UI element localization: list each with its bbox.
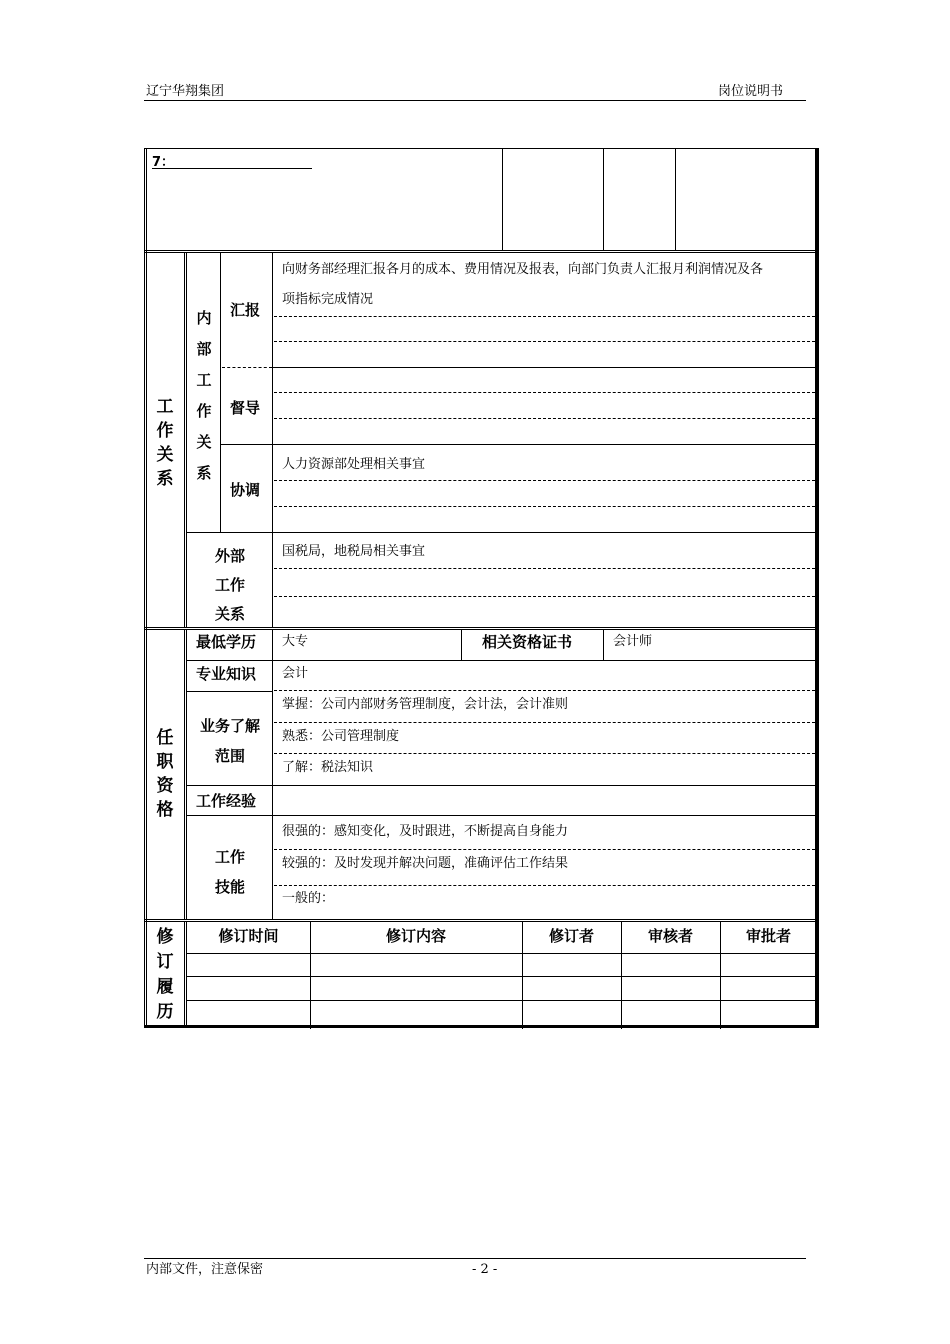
revision-col-time: 修订时间 [218, 927, 279, 945]
qualifications-char: 任 [156, 728, 174, 748]
qualifications-title [150, 726, 180, 822]
skills-line: 一般的： [282, 891, 335, 906]
internal-relations-title [190, 303, 218, 489]
certificate-value: 会计师 [613, 634, 653, 649]
skills-label [190, 842, 270, 902]
internal-char: 系 [196, 464, 212, 482]
skills-line: 较强的：及时发现并解决问题，准确评估工作结果 [282, 856, 569, 871]
external-label [190, 542, 270, 629]
revision-char: 历 [156, 1002, 174, 1022]
certificate-label: 相关资格证书 [482, 633, 573, 651]
external-text: 国税局，地税局相关事宜 [282, 544, 426, 559]
qualifications-char: 职 [156, 752, 174, 772]
internal-char: 作 [196, 402, 212, 420]
business-scope-line: 掌握：公司内部财务管理制度，会计法，会计准则 [282, 697, 569, 712]
work-relations-char: 工 [156, 397, 174, 417]
work-relations-title [150, 395, 180, 491]
business-scope-label-line: 范围 [214, 747, 245, 765]
coordinate-label: 协调 [230, 481, 261, 499]
report-line-2: 项指标完成情况 [282, 292, 374, 307]
internal-char: 部 [196, 340, 212, 358]
report-line-1: 向财务部经理汇报各月的成本、费用情况及报表，向部门负责人汇报月利润情况及各 [282, 262, 764, 277]
business-scope-label-line: 业务了解 [199, 717, 260, 735]
revision-char: 订 [156, 952, 174, 972]
work-relations-char: 作 [156, 421, 174, 441]
external-label-line: 工作 [214, 576, 245, 594]
coordinate-text: 人力资源部处理相关事宜 [282, 457, 426, 472]
experience-label: 工作经验 [196, 792, 257, 810]
skills-label-line: 工作 [214, 848, 245, 866]
table-row [186, 953, 815, 954]
skills-line: 很强的：感知变化，及时跟进，不断提高自身能力 [282, 824, 569, 839]
knowledge-label: 专业知识 [196, 665, 257, 683]
business-scope-line: 了解：税法知识 [282, 760, 374, 775]
revision-col-content: 修订内容 [385, 927, 446, 945]
work-relations-char: 关 [156, 445, 174, 465]
header-doc-type: 岗位说明书 [718, 84, 784, 99]
internal-char: 内 [196, 309, 212, 327]
knowledge-value: 会计 [282, 666, 309, 681]
header-rule [144, 100, 806, 101]
external-label-line: 关系 [214, 605, 245, 623]
footer-note: 内部文件，注意保密 [146, 1262, 264, 1277]
page-number: - 2 - [472, 1262, 498, 1277]
internal-char: 关 [196, 433, 212, 451]
revision-title [150, 925, 180, 1025]
item-label: 7： [152, 155, 175, 170]
header-company: 辽宁华翔集团 [146, 84, 225, 99]
table-row [186, 976, 815, 977]
education-label: 最低学历 [196, 633, 257, 651]
business-scope-label [190, 711, 270, 771]
supervise-label: 督导 [230, 399, 261, 417]
qualifications-char: 资 [156, 776, 174, 796]
work-relations-char: 系 [156, 469, 174, 489]
business-scope-line: 熟悉：公司管理制度 [282, 729, 400, 744]
footer-rule [144, 1258, 806, 1259]
item-underline [152, 168, 312, 169]
revision-col-reviser: 修订者 [548, 927, 594, 945]
revision-col-reviewer: 审核者 [647, 927, 693, 945]
skills-label-line: 技能 [214, 878, 245, 896]
revision-char: 履 [156, 977, 174, 997]
revision-char: 修 [156, 927, 174, 947]
report-label: 汇报 [230, 301, 261, 319]
internal-char: 工 [196, 371, 212, 389]
education-value: 大专 [282, 634, 309, 649]
revision-col-approver: 审批者 [745, 927, 791, 945]
qualifications-char: 格 [156, 800, 174, 820]
table-row [186, 1000, 815, 1001]
external-label-line: 外部 [214, 547, 245, 565]
